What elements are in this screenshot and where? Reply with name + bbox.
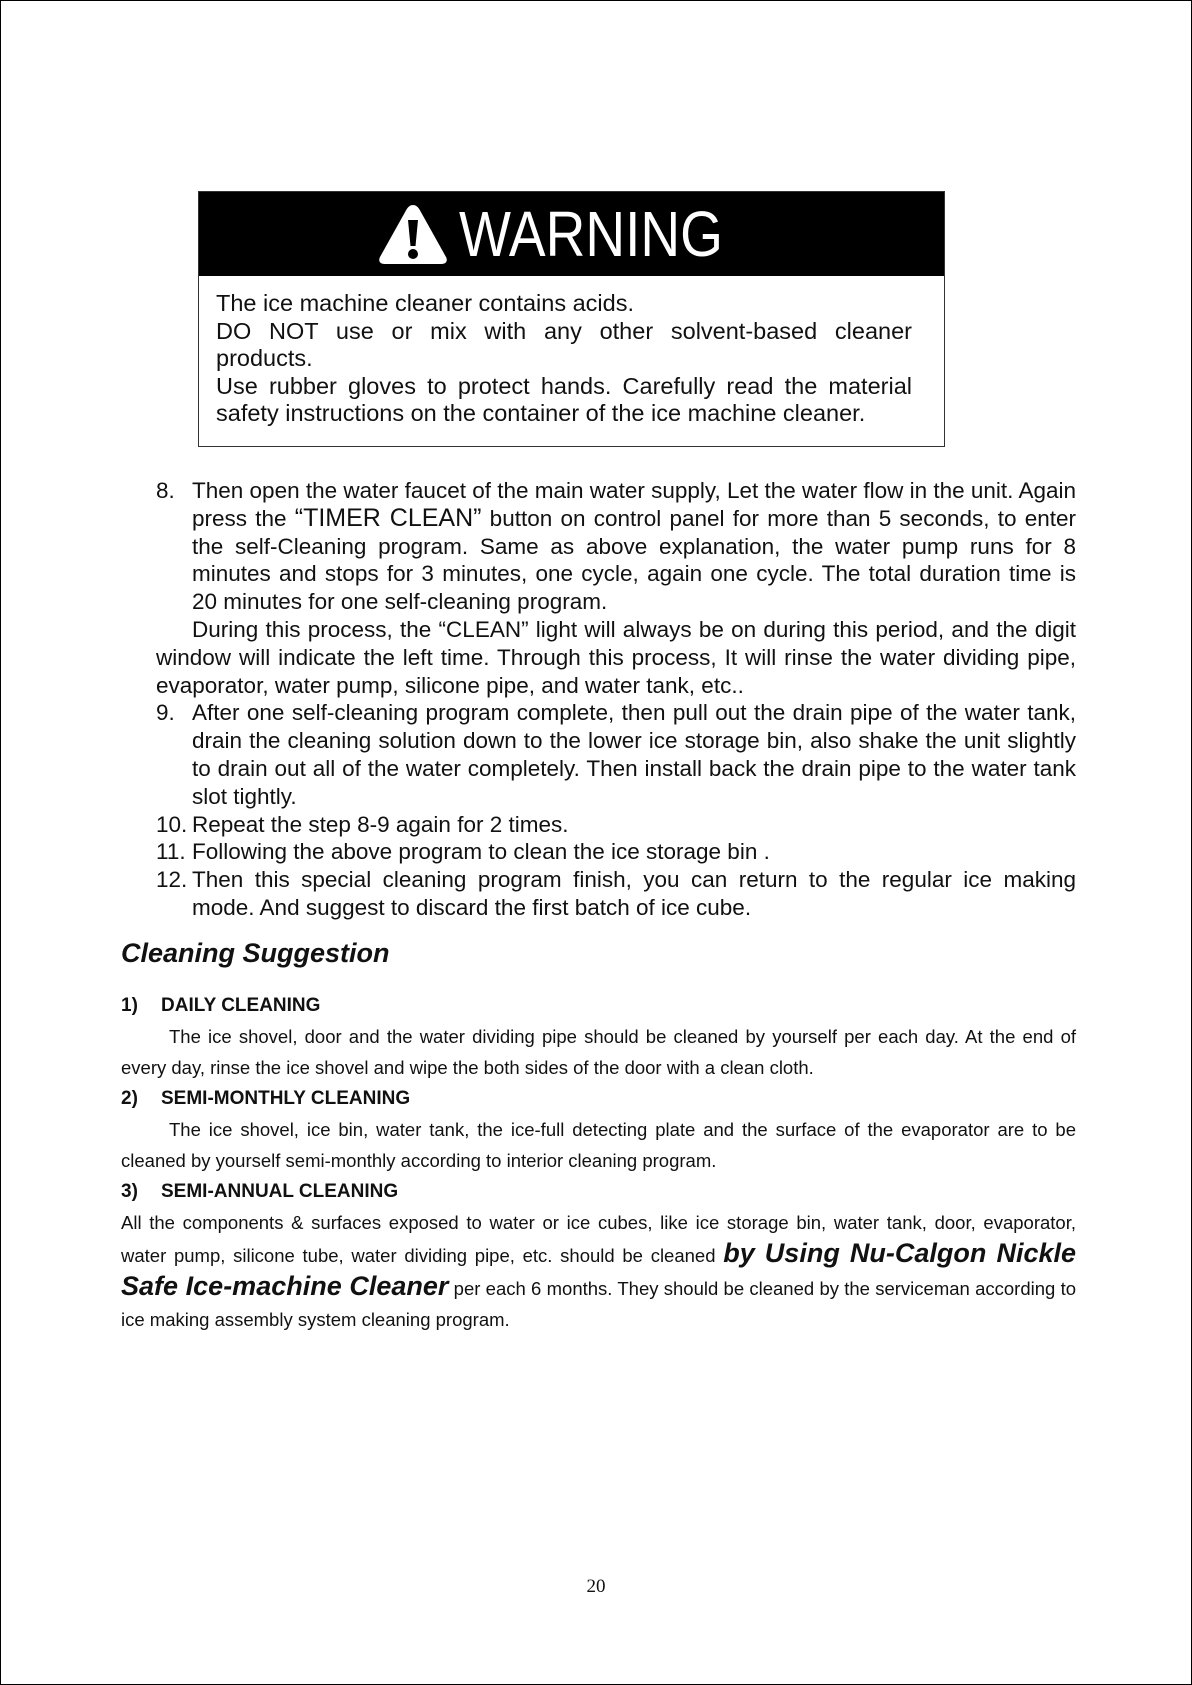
- daily-cleaning-text: The ice shovel, door and the water dividing pipe should be cleaned by yourself per each day. At the end of every day, rinse the ice shovel and wipe the both sides of the door with a clean cloth.: [121, 1026, 1076, 1078]
- semi-annual-cleaning-text: [121, 1207, 1076, 1335]
- step-9: [156, 699, 1076, 810]
- procedure-steps: [156, 477, 1076, 922]
- text-part: per each 6 months. They should be cleaned by the serviceman according to ice making assembly system cleaning program.: [121, 1278, 1076, 1330]
- step-11: [156, 838, 1076, 866]
- warning-line: Use rubber gloves to protect hands. Carefully read the material safety instructions on the container of the ice machine cleaner.: [216, 372, 912, 426]
- step-text-part: button on control panel for more than 5 seconds, to enter the self-Cleaning program. Same as above explanation, the water pump runs for 8 minutes and stops for 3 minutes, one cycle, again one cycle. The total duration time is 20 minutes for one self-cleaning program.: [192, 505, 1076, 615]
- warning-triangle-icon: [377, 202, 449, 266]
- step-8: [156, 477, 1076, 616]
- step-number: 9.: [156, 700, 175, 726]
- cleaning-suggestions: [121, 990, 1076, 1335]
- daily-cleaning-heading: [121, 990, 1076, 1021]
- step-8-continuation: During this process, the “CLEAN” light will always be on during this period, and the digit window will indicate the left time. Through this process, It will rinse the water dividing pipe, evaporator, water pump, silicone pipe, and water tank, etc..: [156, 616, 1076, 698]
- heading-text: DAILY CLEANING: [161, 995, 321, 1016]
- heading-text: SEMI-ANNUAL CLEANING: [161, 1181, 399, 1202]
- step-number: 8.: [156, 478, 175, 503]
- semi-annual-cleaning-heading: [121, 1176, 1076, 1207]
- step-10: [156, 811, 1076, 839]
- step-text: After one self-cleaning program complete, then pull out the drain pipe of the water tank, drain the cleaning solution down to the lower ice storage bin, also shake the unit slightly to drain out all of the water completely. Then install back the drain pipe to the water tank slot tightly.: [192, 700, 1076, 809]
- warning-header: [199, 192, 944, 276]
- step-text: Then this special cleaning program finish, you can return to the regular ice making mode. And suggest to discard the first batch of ice cube.: [192, 867, 1076, 920]
- step-number: 12.: [156, 867, 188, 893]
- semi-monthly-cleaning-text: The ice shovel, ice bin, water tank, the ice-full detecting plate and the surface of the evaporator are to be cleaned by yourself semi-monthly according to interior cleaning program.: [121, 1119, 1076, 1171]
- item-number: 3): [121, 1181, 138, 1202]
- warning-line: The ice machine cleaner contains acids.: [216, 290, 634, 316]
- warning-title: WARNING: [459, 198, 723, 270]
- step-text: Repeat the step 8-9 again for 2 times.: [192, 811, 569, 837]
- item-number: 1): [121, 995, 138, 1016]
- warning-line: DO NOT use or mix with any other solvent-based cleaner products.: [216, 317, 912, 371]
- section-title: Cleaning Suggestion: [121, 938, 390, 968]
- warning-box: [198, 191, 945, 447]
- step-text-part: Then open the water faucet of the main water supply, Let the water flow in the unit. Again press the: [192, 478, 1076, 531]
- step-12: [156, 866, 1076, 922]
- timer-clean-label: “TIMER CLEAN”: [294, 503, 482, 532]
- cleaner-product-emphasis: by Using Nu-Calgon Nickle Safe Ice-machine Cleaner: [121, 1238, 1076, 1301]
- step-text: [192, 477, 1076, 616]
- warning-body: [199, 276, 944, 428]
- semi-monthly-cleaning-heading: [121, 1083, 1076, 1114]
- text-part: All the components & surfaces exposed to water or ice cubes, like ice storage bin, water tank, door, evaporator, water pump, silicone tube, water dividing pipe, etc. should be cleaned: [121, 1212, 1076, 1266]
- step-text: Following the above program to clean the ice storage bin .: [192, 839, 770, 865]
- item-number: 2): [121, 1088, 138, 1109]
- page-number: 20: [586, 1576, 606, 1597]
- step-number: 11.: [156, 839, 186, 865]
- step-number: 10.: [156, 811, 188, 837]
- heading-text: SEMI-MONTHLY CLEANING: [161, 1088, 411, 1109]
